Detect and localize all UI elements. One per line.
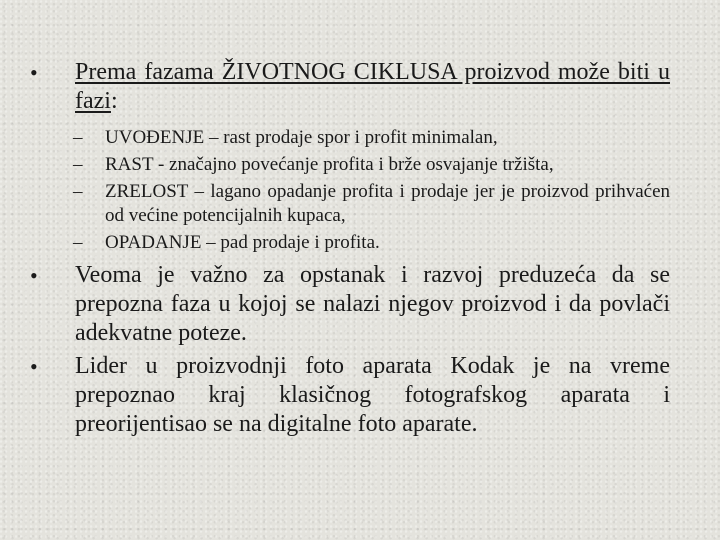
- intro-underlined-text: Prema fazama ŽIVOTNOG CIKLUSA proizvod može biti u fazi: [75, 59, 670, 114]
- bullet-icon: •: [30, 354, 38, 379]
- dash-icon: –: [73, 154, 83, 175]
- phase-item-maturity: [30, 180, 670, 228]
- dash-icon: –: [73, 232, 83, 253]
- phase-text: ZRELOST – lagano opadanje profita i prodaje jer je proizvod prihvaćen od većine potencijalnih kupaca,: [105, 181, 670, 226]
- bullet-text: Veoma je važno za opstanak i razvoj preduzeća da se prepozna faza u kojoj se nalazi njegov proizvod i da povlači adekvatne poteze.: [75, 262, 670, 346]
- slide-content: [30, 58, 670, 443]
- bullet-icon: •: [30, 60, 38, 85]
- bullet-text: Lider u proizvodnji foto aparata Kodak je na vreme prepoznao kraj klasičnog fotografskog aparata i preorijentisao se na digitalne foto aparate.: [75, 353, 670, 437]
- dash-icon: –: [73, 181, 83, 202]
- bullet-icon: •: [30, 263, 38, 288]
- dash-icon: –: [73, 127, 83, 148]
- bullet-item-kodak: [30, 352, 670, 439]
- phase-text: OPADANJE – pad prodaje i profita.: [105, 232, 380, 253]
- bullet-item-importance: [30, 261, 670, 348]
- phase-text: UVOĐENJE – rast prodaje spor i profit minimalan,: [105, 127, 498, 148]
- intro-suffix: :: [110, 88, 118, 114]
- phase-list: [30, 126, 670, 255]
- phase-text: RAST - značajno povećanje profita i brže osvajanje tržišta,: [105, 154, 554, 175]
- phase-item-growth: [30, 153, 670, 177]
- bullet-item-intro: [30, 58, 670, 116]
- phase-item-introduction: [30, 126, 670, 150]
- phase-item-decline: [30, 231, 670, 255]
